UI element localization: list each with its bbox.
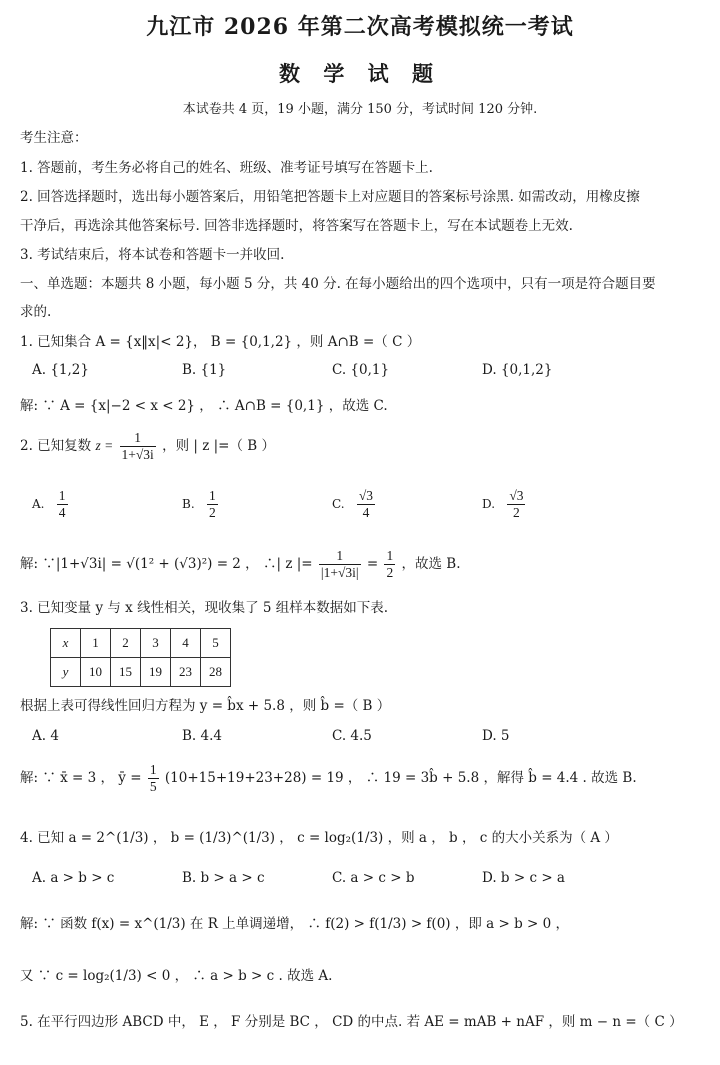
q1-option-c: C. {0,1} [332, 362, 390, 378]
table-row [51, 658, 231, 687]
q4-option-d: D. b > c > a [482, 870, 565, 886]
q2-option-c-den: 4 [362, 505, 370, 520]
q2-solution [20, 548, 700, 581]
q2-option-b [182, 488, 220, 521]
q2-stem-suffix: ，则 | z |=（ B ） [162, 438, 275, 454]
q3-data-table [50, 628, 231, 687]
q3-cell-y1: 10 [81, 658, 111, 687]
notice-item-3: 3. 考试结束后，将本试卷和答题卡一并收回. [20, 247, 285, 263]
q2-solution-num2: 1 [386, 548, 394, 563]
q2-solution-den2: 2 [386, 565, 394, 580]
q1-option-d: D. {0,1,2} [482, 362, 553, 378]
q3-cell-x1: 1 [81, 629, 111, 658]
q2-solution-eq: = [366, 556, 379, 572]
q5-stem: 5. 在平行四边形 ABCD 中， E ， F 分别是 BC ， CD 的中点. 若 AE = mAB + nAF ，则 m − n =（ C ） [20, 1014, 683, 1030]
q4-stem: 4. 已知 a = 2^(1/3) ， b = (1/3)^(1/3) ， c = log₂(1/3) ，则 a ， b ， c 的大小关系为（ A ） [20, 830, 618, 846]
q3-cell-x2: 2 [111, 629, 141, 658]
q3-solution-part2: (10+15+19+23+28) = 19 ， ∴ 19 = 3b̂ + 5.8 ，解得 b̂ = 4.4 . 故选 B. [164, 770, 637, 786]
q3-cell-y4: 23 [171, 658, 201, 687]
q3-cell-y-head: y [51, 658, 81, 687]
q3-solution-num: 1 [149, 762, 157, 777]
q4-option-a: A. a > b > c [32, 870, 115, 886]
q2-option-b-label: B. [182, 497, 195, 511]
q3-option-a: A. 4 [32, 728, 59, 744]
q2-option-b-num: 1 [208, 488, 216, 503]
q4-solution-2: 又 ∵ c = log₂(1/3) < 0 ， ∴ a > b > c . 故选 A. [20, 968, 333, 984]
notice-heading: 考生注意： [20, 130, 88, 146]
q3-solution-den: 5 [149, 779, 157, 794]
q1-option-b: B. {1} [182, 362, 227, 378]
q3-stem2: 根据上表可得线性回归方程为 y = b̂x + 5.8 ，则 b̂ =（ B ） [20, 698, 391, 714]
q2-stem [20, 430, 700, 463]
q3-cell-x-head: x [51, 629, 81, 658]
q2-option-a-label: A. [32, 497, 45, 511]
q2-stem-var: z = [95, 438, 114, 453]
q2-option-a [32, 488, 70, 521]
q1-solution: 解: ∵ A = {x|−2 < x < 2} ， ∴ A∩B = {0,1} ，故选 C. [20, 398, 388, 414]
q2-frac-den: 1+√3i [121, 447, 154, 462]
q3-solution [20, 762, 700, 795]
q2-option-c [332, 488, 377, 521]
exam-subject: 数 学 试 题 [279, 61, 441, 86]
q2-option-c-num: √3 [358, 488, 374, 503]
q2-solution-end: ，故选 B. [401, 556, 461, 572]
q2-option-d-num: √3 [509, 488, 524, 503]
q2-solution-den: |1+√3i| [320, 565, 359, 580]
q4-options [32, 870, 700, 894]
q2-option-a-num: 1 [58, 488, 66, 503]
q2-option-d-den: 2 [513, 505, 520, 520]
q3-options [32, 728, 700, 752]
q1-option-a: A. {1,2} [32, 362, 89, 378]
notice-item-1: 1. 答题前，考生务必将自己的姓名、班级、准考证号填写在答题卡上. [20, 160, 433, 176]
q2-option-d-label: D. [482, 497, 496, 511]
notice-item-2: 2. 回答选择题时，选出每小题答案后，用铅笔把答题卡上对应题目的答案标号涂黑. 如需改动，用橡皮擦 [20, 189, 640, 205]
q1-options [32, 362, 700, 386]
q2-stem-fraction [120, 430, 156, 463]
q2-option-d [482, 488, 527, 521]
q3-option-d: D. 5 [482, 728, 510, 744]
q2-option-c-label: C. [332, 497, 345, 511]
q2-option-a-den: 4 [58, 505, 66, 520]
q3-cell-y5: 28 [201, 658, 231, 687]
q3-cell-x5: 5 [201, 629, 231, 658]
q2-options [32, 488, 700, 528]
q3-cell-y3: 19 [141, 658, 171, 687]
q4-solution-1: 解: ∵ 函数 f(x) = x^(1/3) 在 R 上单调递增， ∴ f(2) > f(1/3) > f(0) ，即 a > b > 0 ， [20, 916, 569, 932]
q3-option-c: C. 4.5 [332, 728, 372, 744]
q3-stem: 3. 已知变量 y 与 x 线性相关，现收集了 5 组样本数据如下表. [20, 600, 389, 616]
q3-solution-part1: 解: ∵ x̄ = 3 ， ȳ = [20, 770, 142, 786]
q3-option-b: B. 4.4 [182, 728, 222, 744]
q4-option-c: C. a > c > b [332, 870, 415, 886]
table-row [51, 629, 231, 658]
q2-frac-num: 1 [120, 430, 156, 447]
q3-cell-y2: 15 [111, 658, 141, 687]
q2-solution-part1: 解: ∵|1+√3i| = √(1² + (√3)²) = 2 ， ∴| z |= [20, 556, 313, 572]
q1-stem: 1. 已知集合 A = {x‖x|< 2}， B = {0,1,2} ，则 A∩B =（ C ） [20, 334, 421, 350]
q2-option-b-den: 2 [208, 505, 216, 520]
section-heading: 一、单选题：本题共 8 小题，每小题 5 分，共 40 分. 在每小题给出的四个选项中，只有一项是符合题目要 [20, 276, 656, 292]
q2-solution-num: 1 [319, 548, 361, 565]
section-heading-cont: 求的. [20, 304, 52, 320]
q2-stem-prefix: 2. 已知复数 [20, 438, 92, 454]
q3-cell-x3: 3 [141, 629, 171, 658]
exam-intro: 本试卷共 4 页，19 小题，满分 150 分，考试时间 120 分钟. [182, 102, 538, 117]
q3-cell-x4: 4 [171, 629, 201, 658]
exam-title: 九江市 2026 年第二次高考模拟统一考试 [146, 14, 574, 40]
q4-option-b: B. b > a > c [182, 870, 265, 886]
notice-item-2-cont: 干净后，再选涂其他答案标号. 回答非选择题时，将答案写在答题卡上，写在本试题卷上无效. [20, 218, 573, 234]
